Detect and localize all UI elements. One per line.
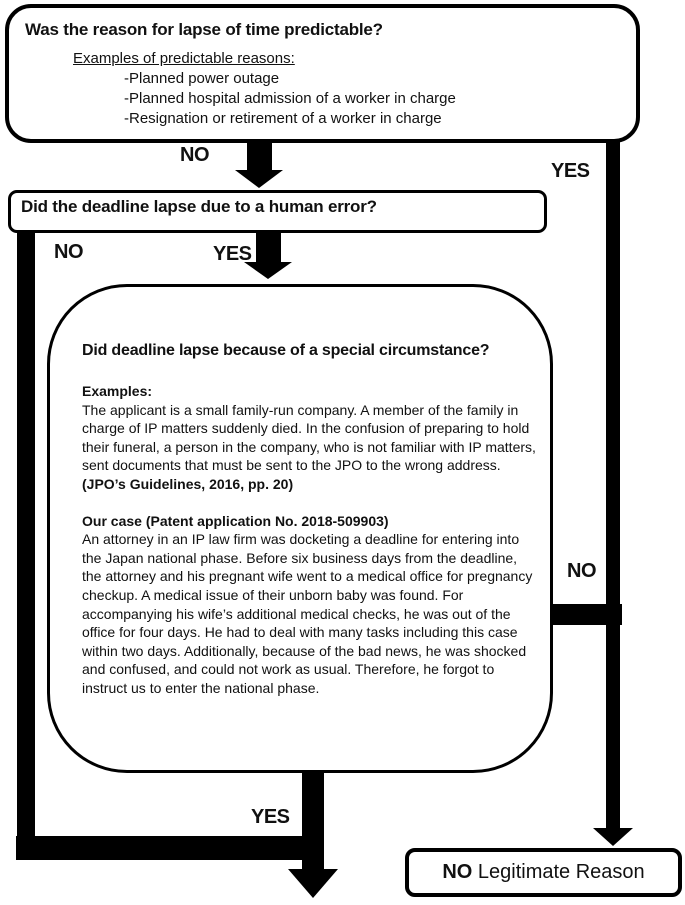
box-special-circumstance-question <box>47 284 553 773</box>
human-error-question-title: Did the deadline lapse due to a human error? <box>21 197 377 216</box>
special-circumstance-title: Did deadline lapse because of a special circumstance? <box>82 342 490 359</box>
flow-arrow-special-yes-head-icon <box>288 869 338 898</box>
special-example-body: The applicant is a small family-run company. A member of the family in charge of IP matters suddenly died. In the confusion of preparing to hold their funeral, a person in the company, who is not familiar with IP matters, sent documents that must be sent to the JPO to the wrong address. <box>82 401 536 474</box>
predictable-question-title: Was the reason for lapse of time predictable? <box>25 20 383 39</box>
special-examples-heading: Examples: <box>82 383 153 399</box>
flow-arrow-predictable-no-head-icon <box>235 170 283 188</box>
flow-arrow-special-yes-shaft <box>302 772 324 870</box>
special-example-citation: (JPO’s Guidelines, 2016, pp. 20) <box>82 475 294 492</box>
connector-special-no-horizontal <box>551 604 622 625</box>
box-result-no-legitimate-reason <box>405 848 682 897</box>
predictable-example-item: -Planned hospital admission of a worker in charge <box>124 90 456 107</box>
result-rest-text: Legitimate Reason <box>472 861 645 883</box>
connector-predictable-yes-vertical <box>606 141 620 828</box>
our-case-paragraph: An attorney in an IP law firm was docketing a deadline for entering into the Japan national phase. Before six business days from the deadline, the attorney and his pregnant wife went to a medical office for pregnancy checkup. A medical issue of their unborn baby was found. For accompanying his wife’s additional medical checks, he was out of the office for four days. He had to deal with many tasks including this case within two days. Additionally, because of the bad news, he was shocked and confused, and could not work as usual. Therefore, he forgot to instruct us to enter the national phase. <box>82 531 533 696</box>
predictable-examples-heading: Examples of predictable reasons: <box>73 50 295 67</box>
edge-label-predictable-no: NO <box>180 144 209 166</box>
predictable-example-item: -Resignation or retirement of a worker in charge <box>124 110 442 127</box>
special-circumstance-content <box>82 340 544 716</box>
box-human-error-question <box>8 190 547 233</box>
flow-arrow-to-result-head-icon <box>593 828 633 846</box>
edge-label-human-error-yes: YES <box>213 243 252 265</box>
flow-arrow-human-error-yes-head-icon <box>244 262 292 279</box>
edge-label-human-error-no: NO <box>54 241 83 263</box>
edge-label-special-yes: YES <box>251 806 290 828</box>
flow-arrow-human-error-yes-shaft <box>256 233 281 262</box>
connector-human-error-no-vertical <box>17 230 35 860</box>
result-no-text: NO <box>442 861 473 883</box>
flow-arrow-predictable-no-shaft <box>247 142 272 170</box>
connector-no-join-horizontal <box>16 836 306 860</box>
special-example-paragraph <box>82 401 540 494</box>
edge-label-special-no: NO <box>567 560 596 582</box>
box-predictable-question <box>5 4 640 143</box>
edge-label-predictable-yes: YES <box>551 160 590 182</box>
our-case-heading: Our case (Patent application No. 2018-509903) <box>82 512 389 529</box>
predictable-example-item: -Planned power outage <box>124 70 280 87</box>
